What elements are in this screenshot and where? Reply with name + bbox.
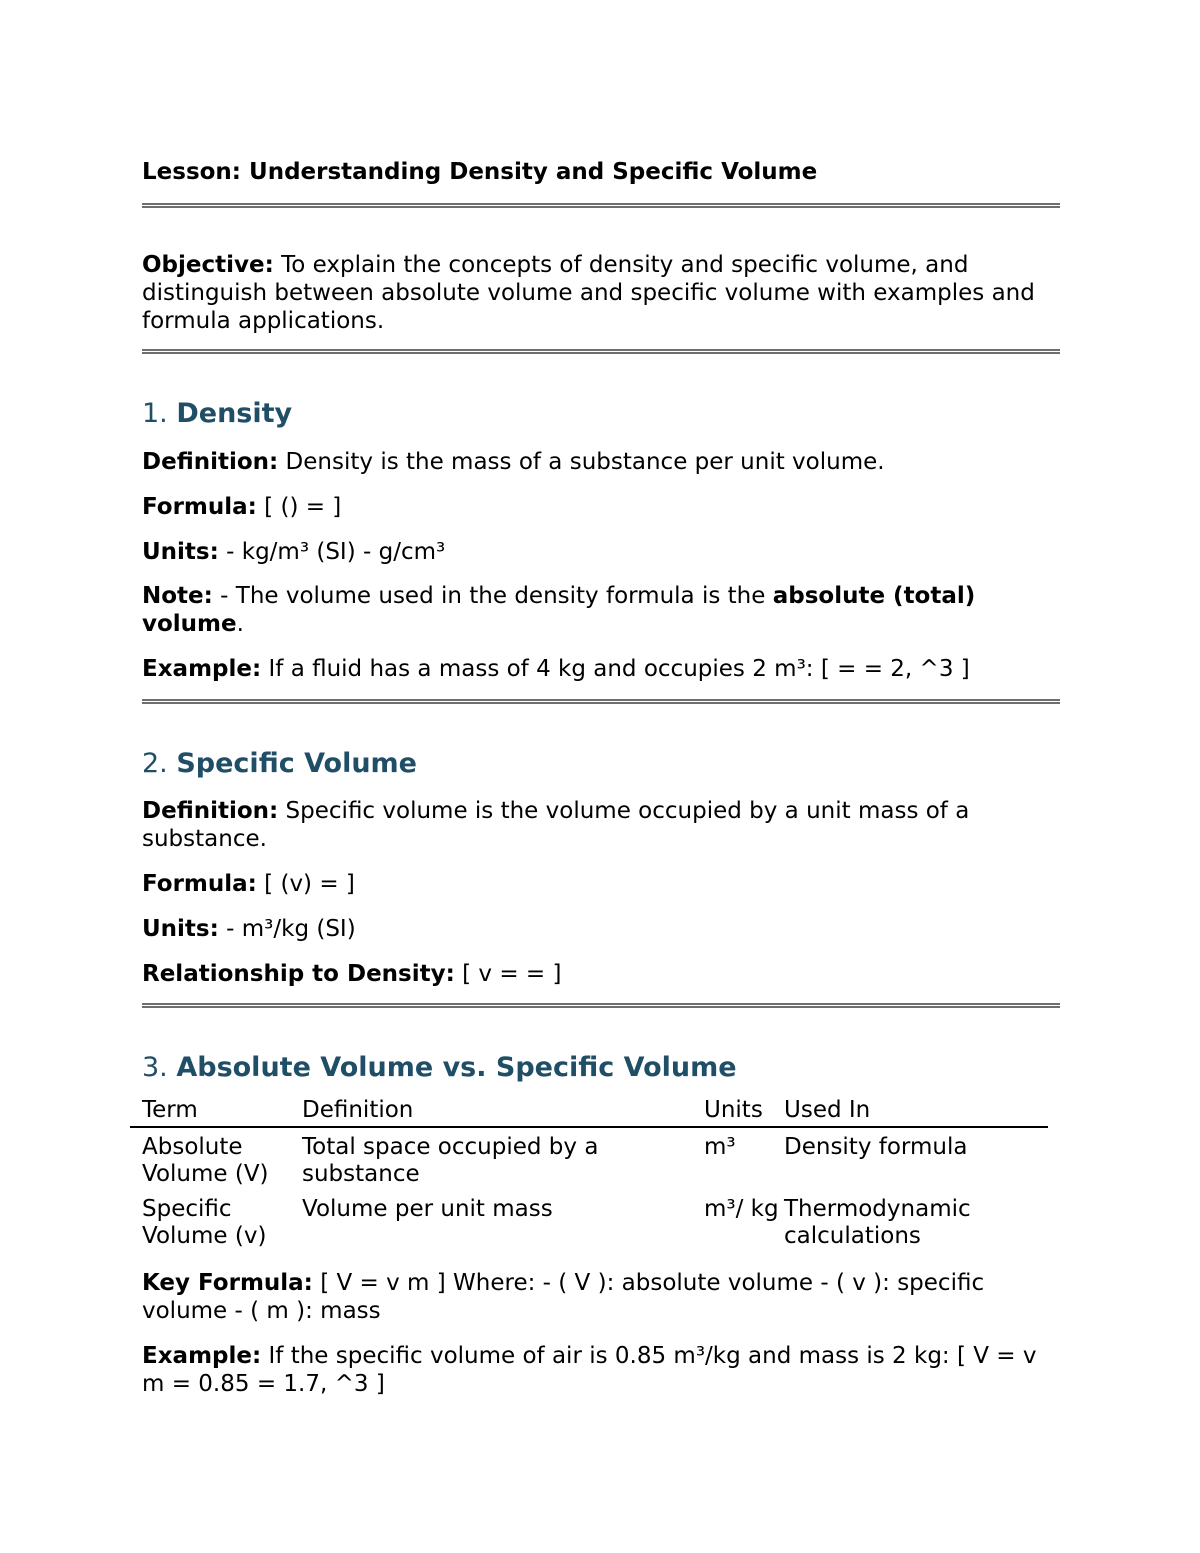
specific-volume-formula: Formula: [ (v) = ] <box>142 871 355 897</box>
section-heading-density: 1. Density <box>142 398 293 429</box>
table-header-cell: Units <box>704 1097 763 1123</box>
table-row <box>130 1188 1048 1250</box>
comparison-table <box>130 1097 1048 1250</box>
density-units: Units: - kg/m³ (SI) - g/cm³ <box>142 539 446 565</box>
table-cell: Absolute Volume (V) <box>142 1134 269 1187</box>
section-heading-comparison: 3. Absolute Volume vs. Specific Volume <box>142 1052 737 1083</box>
table-cell: Thermodynamic calculations <box>784 1196 971 1249</box>
density-formula: Formula: [ () = ] <box>142 494 342 520</box>
divider <box>142 699 1060 704</box>
table-header-cell: Used In <box>784 1097 871 1123</box>
density-relationship: Relationship to Density: [ v = = ] <box>142 961 562 987</box>
table-cell: m³ <box>704 1134 736 1160</box>
lesson-title: Lesson: Understanding Density and Specific Volume <box>142 159 818 185</box>
density-example: Example: If a fluid has a mass of 4 kg and occupies 2 m³: [ = = 2, ^3 ] <box>142 656 970 682</box>
table-cell: m³/ kg <box>704 1196 779 1222</box>
divider <box>142 203 1060 208</box>
specific-volume-example: Example: If the specific volume of air is 0.85 m³/kg and mass is 2 kg: [ V = v m = 0.85 = 1.7, ^3 ] <box>142 1343 1037 1397</box>
section-heading-specific-volume: 2. Specific Volume <box>142 748 417 779</box>
specific-volume-units: Units: - m³/kg (SI) <box>142 916 356 942</box>
objective-paragraph: Objective: To explain the concepts of density and specific volume, and distinguish between absolute volume and specific volume with examples and formula applications. <box>142 252 1035 334</box>
table-row <box>130 1127 1048 1188</box>
table-cell: Volume per unit mass <box>302 1196 553 1222</box>
key-formula: Key Formula: [ V = v m ] Where: - ( V ): absolute volume - ( v ): specific volume - ( m ): mass <box>142 1270 985 1324</box>
density-definition: Definition: Density is the mass of a substance per unit volume. <box>142 449 885 475</box>
table-cell: Specific Volume (v) <box>142 1196 267 1249</box>
table-header-cell: Term <box>142 1097 198 1123</box>
specific-volume-definition: Definition: Specific volume is the volume occupied by a unit mass of a substance. <box>142 798 970 852</box>
divider <box>142 1003 1060 1008</box>
table-cell: Density formula <box>784 1134 968 1160</box>
table-header-row <box>130 1097 1048 1127</box>
density-note: Note: - The volume used in the density formula is the absolute (total) volume. <box>142 583 976 637</box>
table-header-cell: Definition <box>302 1097 414 1123</box>
divider <box>142 349 1060 354</box>
table-cell: Total space occupied by a substance <box>302 1134 599 1187</box>
